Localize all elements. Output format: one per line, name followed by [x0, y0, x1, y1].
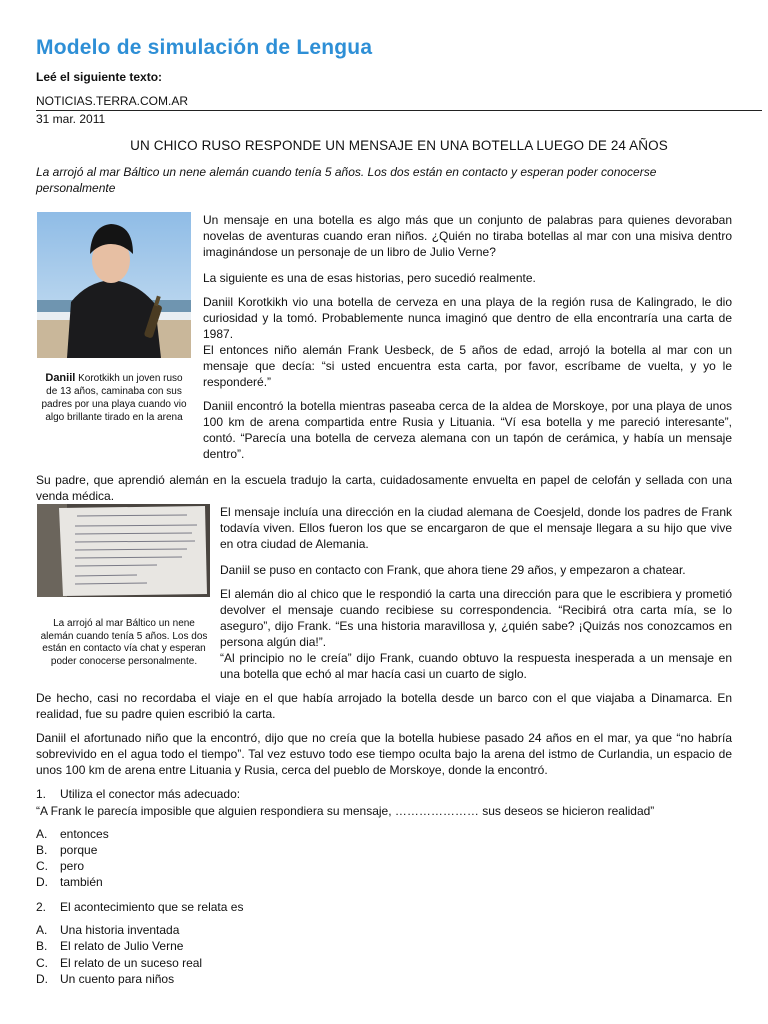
question-1-option-c[interactable]: [36, 858, 84, 874]
article-paragraph: Daniil Korotkikh vio una botella de cerveza en una playa de la región rusa de Kalingrado, le dio curiosidad y la tomó. Probablemente nunca imaginó que dentro de ella encontraría una carta de 1987.: [203, 295, 732, 341]
article-paragraph: Daniil el afortunado niño que la encontró, dijo que no creía que la botella hubiese pasado 24 años en el mar, ya que “no habría sobrevivido en el agua todo el tiempo”. Tal vez estuvo todo ese tiempo oculta bajo la arena del istmo de Curlandia, un espacio de unos 100 km de arena entre Lituania y Rusia, cerca del pueblo de Morskoye, donde la encontró.: [36, 731, 732, 777]
article-paragraph: “Al principio no le creía” dijo Frank, cuando obtuvo la respuesta inesperada a un mensaje en una botella que echó al mar hacía casi un cuarto de siglo.: [220, 651, 732, 681]
question-2-option-a[interactable]: [36, 922, 179, 938]
question-1: [36, 786, 240, 802]
article-paragraph: Un mensaje en una botella es algo más que un conjunto de palabras para quienes devoraban novelas de aventuras cuando eran niños. ¿Quién no tiraba botellas al mar con una misiva dentro imaginándose un personaje de un libro de Julio Verne?: [203, 213, 732, 259]
article-date: 31 mar. 2011: [36, 112, 106, 126]
article-paragraph: De hecho, casi no recordaba el viaje en el que había arrojado la botella desde un barco con el que viajaba a Dinamarca. En realidad, fue su padre quien escribió la carta.: [36, 691, 732, 721]
option-text: Un cuento para niños: [60, 972, 175, 986]
question-1-quote: “A Frank le parecía imposible que alguien respondiera su mensaje, ………………… sus deseos se hicieron realidad”: [36, 804, 655, 818]
option-text: El relato de un suceso real: [60, 956, 203, 970]
photo1-caption-name: Daniil: [45, 372, 76, 384]
option-letter: C.: [36, 859, 48, 873]
article-paragraph: La siguiente es una de esas historias, pero sucedió realmente.: [203, 271, 536, 285]
option-letter: B.: [36, 843, 48, 857]
article-lead: La arrojó al mar Báltico un nene alemán cuando tenía 5 años. Los dos están en contacto y esperan poder conocerse personalmente: [36, 165, 657, 195]
article-paragraph: El alemán dio al chico que le respondió la carta una dirección para que le escribiera y prometió devolver el mensaje cuando recibiese su correspondencia. “Recibirá otra carta mía, se lo aseguro”, dijo Frank. “Es una historia maravillosa y, ¿quién sabe? ¡Quizás nos conozcamos en persona algún dia!”.: [220, 587, 732, 649]
option-text: Una historia inventada: [60, 923, 180, 937]
photo1-caption: [40, 372, 188, 424]
option-text: porque: [60, 843, 98, 857]
option-letter: C.: [36, 956, 48, 970]
question-1-option-b[interactable]: [36, 842, 97, 858]
header-divider: [36, 110, 762, 111]
question-1-option-d[interactable]: [36, 874, 103, 890]
question-2-option-c[interactable]: [36, 955, 202, 971]
option-letter: D.: [36, 972, 48, 986]
article-paragraph: Daniil encontró la botella mientras paseaba cerca de la aldea de Morskoye, por una playa de unos 100 km de arena compartida entre Rusia y Lituania. “Ví esa botella y me pareció interesante”, contó. “Parecía una botella de cerveza alemana con un tapón de cerámica, y había un mensaje dentro”.: [203, 399, 732, 461]
question-text: Utiliza el conector más adecuado:: [60, 787, 241, 801]
option-text: El relato de Julio Verne: [60, 939, 184, 953]
question-2-option-b[interactable]: [36, 938, 183, 954]
instruction-text: Leé el siguiente texto:: [36, 70, 163, 84]
photo2-caption: La arrojó al mar Báltico un nene alemán cuando tenía 5 años. Los dos están en contacto vía chat y esperan poder conocerse personalmente.: [40, 618, 208, 667]
option-letter: A.: [36, 827, 48, 841]
option-text: también: [60, 875, 103, 889]
question-2: [36, 899, 243, 915]
photo1-caption-text: Korotkikh un joven ruso de 13 años, caminaba con sus padres por una playa cuando vio algo brillante tirado en la arena: [41, 373, 187, 423]
article-headline: UN CHICO RUSO RESPONDE UN MENSAJE EN UNA BOTELLA LUEGO DE 24 AÑOS: [130, 138, 668, 153]
option-letter: B.: [36, 939, 48, 953]
option-letter: D.: [36, 875, 48, 889]
option-text: pero: [60, 859, 85, 873]
option-text: entonces: [60, 827, 109, 841]
page-title: Modelo de simulación de Lengua: [36, 36, 373, 59]
question-number: 1.: [36, 787, 47, 801]
boy-with-bottle-photo: [37, 212, 191, 358]
question-number: 2.: [36, 900, 47, 914]
article-paragraph: Su padre, que aprendió alemán en la escuela tradujo la carta, cuidadosamente envuelta en papel de celofán y sellada con una venda médica.: [36, 473, 732, 503]
question-2-option-d[interactable]: [36, 971, 174, 987]
article-paragraph: Daniil se puso en contacto con Frank, que ahora tiene 29 años, y empezaron a chatear.: [220, 563, 686, 577]
option-letter: A.: [36, 923, 48, 937]
article-paragraph: El entonces niño alemán Frank Uesbeck, de 5 años de edad, arrojó la botella al mar con un mensaje que decía: “si usted encuentra esta carta, por favor, escríbame de vuelta, y yo le responderé.”: [203, 343, 732, 389]
question-text: El acontecimiento que se relata es: [60, 900, 244, 914]
question-1-option-a[interactable]: [36, 826, 109, 842]
source-label: NOTICIAS.TERRA.COM.AR: [36, 94, 189, 108]
article-paragraph: El mensaje incluía una dirección en la ciudad alemana de Coesjeld, donde los padres de Frank todavía viven. Ellos fueron los que se encargaron de que el mensaje llegara a su hijo que vive en otra ciudad de Alemania.: [220, 505, 732, 551]
letter-photo: [37, 504, 210, 597]
